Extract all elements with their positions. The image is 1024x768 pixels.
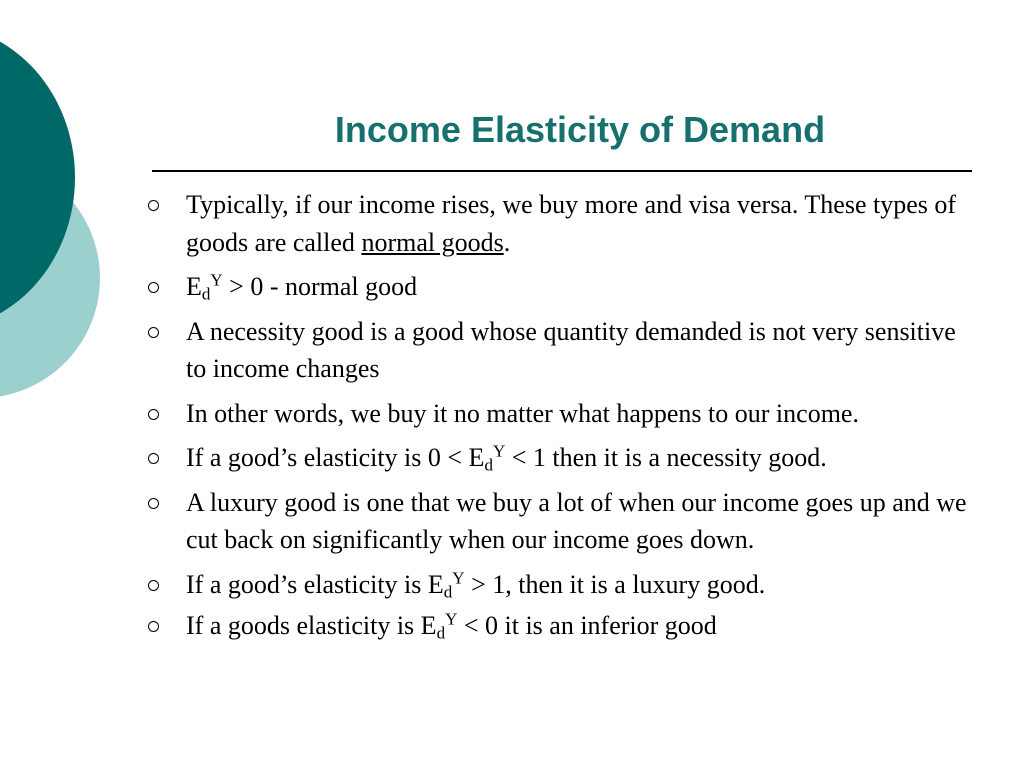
bullet-text-end: < 1 then it is a necessity good.: [505, 443, 827, 472]
bullet-luxury-condition: [146, 566, 976, 604]
hollow-circle-bullet-icon: [148, 282, 159, 293]
hollow-circle-bullet-icon: [148, 409, 159, 420]
bullet-text: In other words, we buy it no matter what happens to our income.: [186, 398, 859, 428]
hollow-circle-bullet-icon: [148, 580, 159, 591]
bullet-normal-goods: [146, 186, 976, 261]
bullet-text: A luxury good is one that we buy a lot of when our income goes up and we cut back on significantly when our income goes down.: [186, 487, 967, 554]
hollow-circle-bullet-icon: [148, 200, 159, 211]
bullet-necessity-explanation: [146, 395, 976, 433]
superscript-y: Y: [452, 568, 465, 588]
bullet-text: If a good’s elasticity is E: [186, 569, 444, 599]
subscript-d: d: [443, 581, 453, 601]
superscript-y: Y: [492, 441, 506, 461]
bullet-text: If a good’s elasticity is 0 < E: [186, 443, 485, 472]
bullet-text: If a goods elasticity is E: [186, 611, 437, 640]
bullet-text-end: < 0 it is an inferior good: [457, 611, 717, 640]
bullet-list: [146, 186, 976, 652]
slide-title: Income Elasticity of Demand: [334, 109, 826, 150]
bullet-text-end: .: [503, 227, 511, 257]
subscript-d: d: [484, 455, 493, 475]
bullet-text-end: > 1, then it is a luxury good.: [464, 569, 766, 599]
bullet-text: A necessity good is a good whose quantity demanded is not very sensitive to income changes: [186, 316, 956, 383]
title-divider: [152, 170, 972, 172]
hollow-circle-bullet-icon: [148, 327, 159, 338]
hollow-circle-bullet-icon: [148, 621, 159, 632]
subscript-d: d: [436, 623, 446, 643]
superscript-y: Y: [210, 270, 223, 290]
bullet-luxury-definition: [146, 484, 976, 559]
normal-goods-term: normal goods: [361, 227, 504, 257]
bullet-normal-good-condition: [146, 268, 976, 306]
superscript-y: Y: [445, 609, 458, 629]
elasticity-symbol: E: [186, 272, 202, 301]
bullet-text: > 0 - normal good: [222, 272, 418, 301]
hollow-circle-bullet-icon: [148, 453, 159, 464]
subscript-d: d: [201, 284, 211, 304]
bullet-necessity-definition: [146, 313, 976, 388]
bullet-text: Typically, if our income rises, we buy more and visa versa. These types of goods are called: [186, 190, 957, 257]
hollow-circle-bullet-icon: [148, 498, 159, 509]
bullet-inferior-condition: [146, 607, 976, 645]
bullet-necessity-condition: [146, 439, 976, 477]
